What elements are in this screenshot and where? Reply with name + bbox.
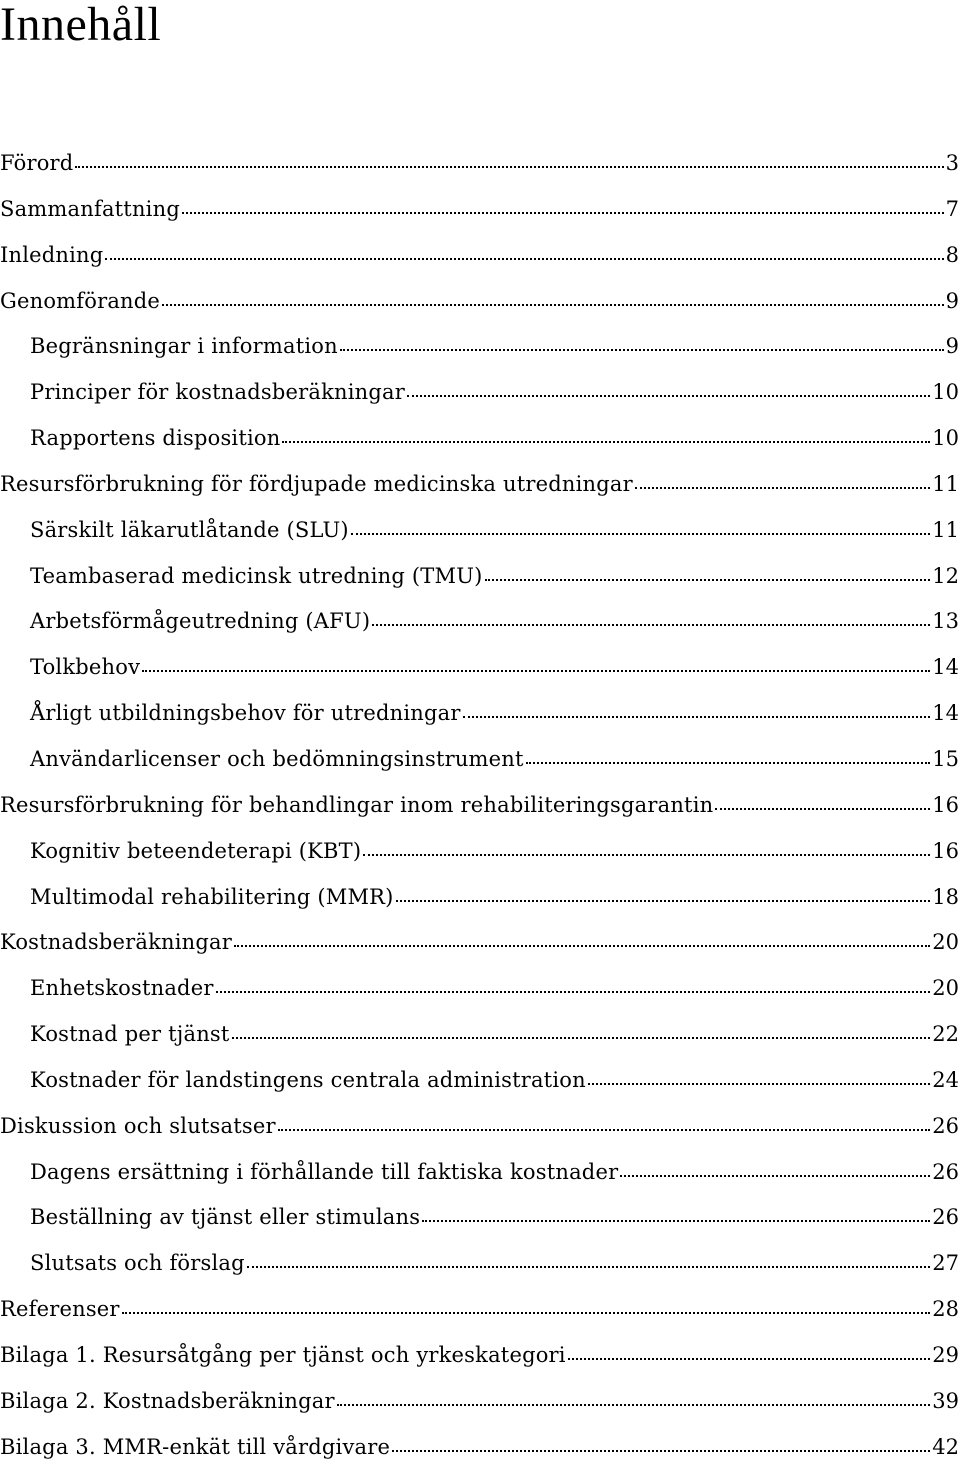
toc-dot-leader bbox=[588, 1062, 930, 1085]
toc-dot-leader bbox=[216, 970, 931, 993]
toc-entry[interactable] bbox=[0, 1012, 960, 1058]
toc-entry-label: Tolkbehov bbox=[30, 655, 141, 680]
toc-entry-page-number: 9 bbox=[945, 288, 959, 313]
toc-entry-label: Resursförbrukning för behandlingar inom rehabiliteringsgarantin bbox=[0, 792, 714, 817]
toc-dot-leader bbox=[162, 283, 944, 306]
toc-entry-page-number: 16 bbox=[932, 792, 959, 817]
toc-dot-leader bbox=[142, 649, 930, 672]
toc-entry-page-number: 42 bbox=[932, 1434, 959, 1459]
toc-entry-label: Enhetskostnader bbox=[30, 976, 214, 1001]
toc-entry-page-number: 10 bbox=[932, 426, 959, 451]
toc-entry-page-number: 22 bbox=[932, 1022, 959, 1047]
toc-entry-page-number: 24 bbox=[932, 1067, 959, 1092]
toc-entry-label: Kognitiv beteendeterapi (KBT) bbox=[30, 838, 362, 863]
toc-entry[interactable] bbox=[0, 233, 960, 279]
toc-dot-leader bbox=[75, 145, 943, 168]
toc-entry-label: Slutsats och förslag bbox=[30, 1251, 245, 1276]
toc-dot-leader bbox=[278, 1108, 931, 1131]
toc-entry-page-number: 20 bbox=[932, 976, 959, 1001]
toc-entry[interactable] bbox=[0, 508, 960, 554]
toc-entry-label: Dagens ersättning i förhållande till faktiska kostnader bbox=[30, 1159, 619, 1184]
toc-dot-leader bbox=[363, 833, 930, 856]
toc-dot-leader bbox=[568, 1337, 931, 1360]
toc-entry-label: Diskussion och slutsatser bbox=[0, 1113, 276, 1138]
toc-entry[interactable] bbox=[0, 737, 960, 783]
toc-entry-label: Kostnad per tjänst bbox=[30, 1022, 230, 1047]
toc-dot-leader bbox=[351, 512, 930, 535]
toc-entry-label: Bilaga 1. Resursåtgång per tjänst och yrkeskategori bbox=[0, 1342, 566, 1367]
toc-entry-label: Rapportens disposition bbox=[30, 426, 281, 451]
toc-dot-leader bbox=[122, 1291, 931, 1314]
toc-entry-page-number: 9 bbox=[945, 334, 959, 359]
toc-entry-label: Bilaga 3. MMR-enkät till vårdgivare bbox=[0, 1434, 391, 1459]
toc-entry[interactable] bbox=[0, 462, 960, 508]
toc-dot-leader bbox=[715, 787, 930, 810]
toc-entry[interactable] bbox=[0, 554, 960, 600]
toc-entry[interactable] bbox=[0, 691, 960, 737]
toc-dot-leader bbox=[620, 1154, 930, 1177]
toc-entry-page-number: 8 bbox=[945, 242, 959, 267]
toc-dot-leader bbox=[234, 924, 930, 947]
toc-entry-page-number: 16 bbox=[932, 838, 959, 863]
toc-entry-label: Bilaga 2. Kostnadsberäkningar bbox=[0, 1388, 335, 1413]
toc-entry-label: Förord bbox=[0, 151, 74, 175]
toc-entry-page-number: 14 bbox=[932, 655, 959, 680]
toc-dot-leader bbox=[485, 558, 931, 581]
toc-dot-leader bbox=[232, 1016, 931, 1039]
toc-dot-leader bbox=[526, 741, 931, 764]
toc-entry[interactable] bbox=[0, 1287, 960, 1333]
toc-entry-page-number: 11 bbox=[932, 471, 959, 496]
toc-entry-page-number: 13 bbox=[932, 609, 959, 634]
toc-entry-label: Kostnadsberäkningar bbox=[0, 930, 232, 955]
toc-dot-leader bbox=[337, 1383, 931, 1406]
toc-entry-page-number: 26 bbox=[932, 1113, 959, 1138]
toc-entry-label: Principer för kostnadsberäkningar bbox=[30, 380, 405, 405]
toc-entry-label: Teambaserad medicinsk utredning (TMU) bbox=[30, 563, 483, 588]
toc-entry-page-number: 3 bbox=[945, 151, 959, 175]
page-title: Innehåll bbox=[0, 0, 162, 51]
toc-entry-page-number: 28 bbox=[932, 1297, 959, 1322]
toc-entry-label: Resursförbrukning för fördjupade medicinska utredningar bbox=[0, 471, 633, 496]
toc-dot-leader bbox=[372, 603, 930, 626]
toc-entry-label: Beställning av tjänst eller stimulans bbox=[30, 1205, 421, 1230]
toc-dot-leader bbox=[247, 1245, 930, 1268]
toc-entry-label: Arbetsförmågeutredning (AFU) bbox=[30, 609, 371, 634]
toc-entry-page-number: 18 bbox=[932, 884, 959, 909]
toc-entry[interactable] bbox=[0, 370, 960, 416]
toc-entry-page-number: 29 bbox=[932, 1342, 959, 1367]
toc-entry[interactable] bbox=[0, 1333, 960, 1379]
toc-entry-label: Multimodal rehabilitering (MMR) bbox=[30, 884, 394, 909]
toc-entry[interactable] bbox=[0, 1104, 960, 1150]
toc-dot-leader bbox=[282, 420, 930, 443]
toc-entry-label: Kostnader för landstingens centrala administration bbox=[30, 1067, 586, 1092]
toc-entry-page-number: 39 bbox=[932, 1388, 959, 1413]
toc-entry[interactable] bbox=[0, 783, 960, 829]
toc-entry-page-number: 15 bbox=[932, 746, 959, 771]
toc-entry[interactable] bbox=[0, 187, 960, 233]
toc-entry-label: Årligt utbildningsbehov för utredningar bbox=[30, 701, 461, 726]
toc-entry[interactable] bbox=[0, 1195, 960, 1241]
table-of-contents bbox=[0, 141, 960, 1470]
toc-entry[interactable] bbox=[0, 1241, 960, 1287]
toc-dot-leader bbox=[407, 374, 930, 397]
toc-entry[interactable] bbox=[0, 599, 960, 645]
toc-entry-page-number: 14 bbox=[932, 701, 959, 726]
toc-entry[interactable] bbox=[0, 966, 960, 1012]
toc-entry-label: Genomförande bbox=[0, 288, 161, 313]
toc-dot-leader bbox=[463, 695, 931, 718]
toc-entry[interactable] bbox=[0, 141, 960, 187]
toc-dot-leader bbox=[422, 1199, 930, 1222]
toc-dot-leader bbox=[182, 191, 944, 214]
toc-entry[interactable] bbox=[0, 1379, 960, 1425]
toc-entry-page-number: 27 bbox=[932, 1251, 959, 1276]
toc-entry-label: Referenser bbox=[0, 1297, 120, 1322]
toc-entry[interactable] bbox=[0, 920, 960, 966]
toc-entry-label: Särskilt läkarutlåtande (SLU) bbox=[30, 517, 349, 542]
toc-dot-leader bbox=[392, 1429, 930, 1452]
toc-entry-label: Inledning bbox=[0, 242, 104, 267]
toc-entry-page-number: 26 bbox=[932, 1205, 959, 1230]
toc-entry-page-number: 26 bbox=[932, 1159, 959, 1184]
toc-dot-leader bbox=[105, 237, 943, 260]
toc-entry[interactable] bbox=[0, 875, 960, 921]
toc-entry-label: Användarlicenser och bedömningsinstrument bbox=[30, 746, 524, 771]
toc-entry[interactable] bbox=[0, 645, 960, 691]
toc-entry[interactable] bbox=[0, 1425, 960, 1470]
toc-entry-label: Begränsningar i information bbox=[30, 334, 338, 359]
toc-dot-leader bbox=[635, 466, 930, 489]
toc-dot-leader bbox=[396, 879, 931, 902]
toc-entry-label: Sammanfattning bbox=[0, 196, 180, 221]
toc-entry-page-number: 12 bbox=[932, 563, 959, 588]
toc-entry[interactable] bbox=[0, 1150, 960, 1196]
toc-entry-page-number: 20 bbox=[932, 930, 959, 955]
toc-entry[interactable] bbox=[0, 1058, 960, 1104]
toc-entry[interactable] bbox=[0, 829, 960, 875]
toc-entry-page-number: 10 bbox=[932, 380, 959, 405]
toc-entry[interactable] bbox=[0, 279, 960, 325]
toc-entry-page-number: 7 bbox=[945, 196, 959, 221]
toc-entry[interactable] bbox=[0, 324, 960, 370]
toc-dot-leader bbox=[340, 328, 944, 351]
toc-entry-page-number: 11 bbox=[932, 517, 959, 542]
toc-entry[interactable] bbox=[0, 416, 960, 462]
